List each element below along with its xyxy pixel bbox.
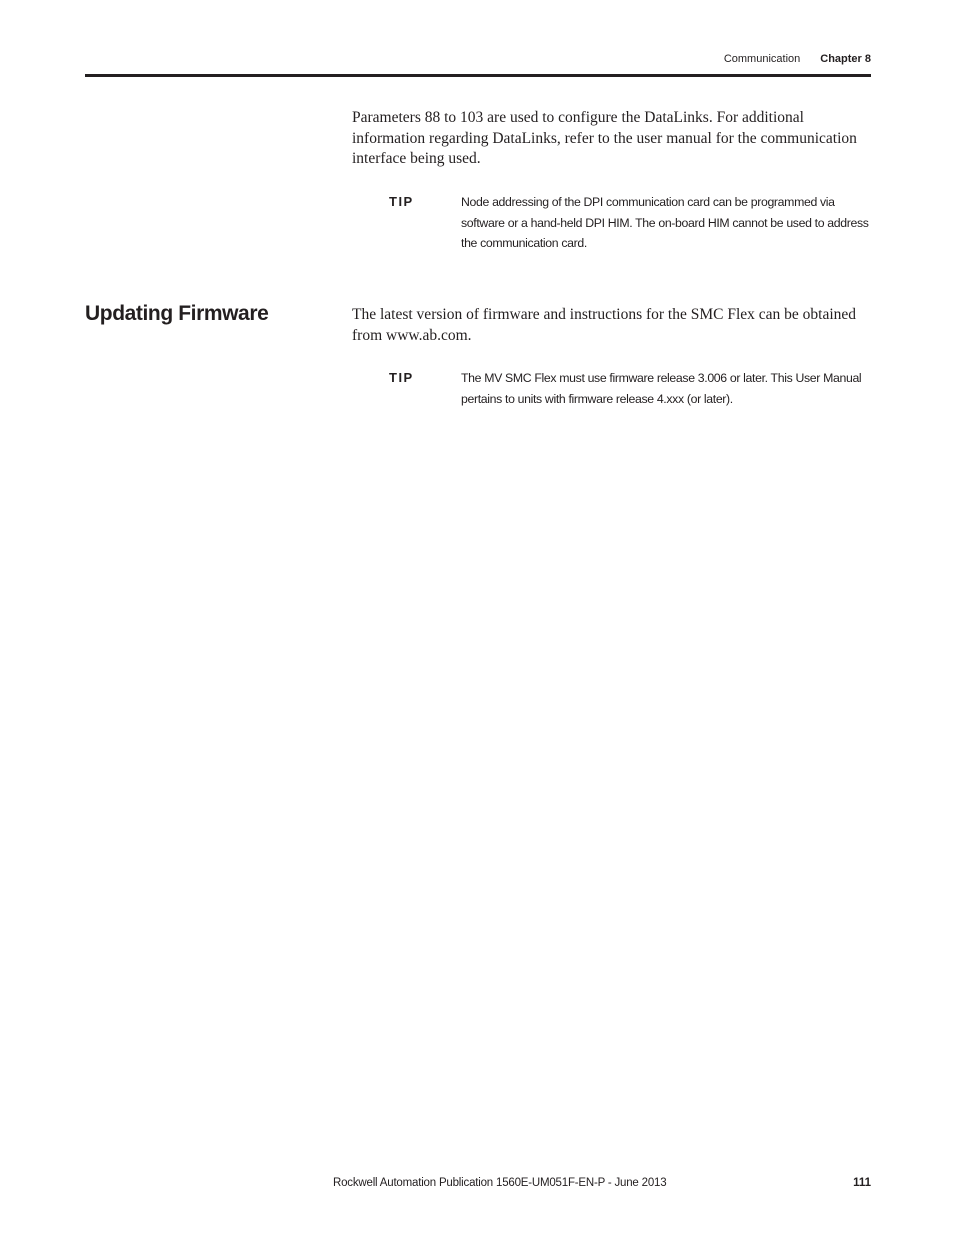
datalinks-paragraph: Parameters 88 to 103 are used to configure the DataLinks. For additional information regarding DataLinks, refer to the user manual for the communication interface being used.	[352, 109, 857, 167]
tip-label: TIP	[389, 194, 414, 209]
header-section-title: Communication	[723, 53, 801, 65]
footer-publication: Rockwell Automation Publication 1560E-UM051F-EN-P - June 2013	[333, 1177, 667, 1189]
tip-box-node-addressing	[389, 192, 874, 254]
firmware-paragraph: The latest version of firmware and instructions for the SMC Flex can be obtained from www.ab.com.	[352, 306, 857, 344]
page-number: 111	[853, 1177, 871, 1189]
tip-label: TIP	[389, 370, 414, 385]
tip-box-firmware-release	[389, 368, 874, 409]
tip-text: Node addressing of the DPI communication card can be programmed via software or a hand-held DPI HIM. The on-board HIM cannot be used to address the communication card.	[461, 195, 869, 250]
header-rule	[85, 74, 871, 77]
section-heading-updating-firmware: Updating Firmware	[85, 302, 269, 325]
tip-text: The MV SMC Flex must use firmware release 3.006 or later. This User Manual pertains to units with firmware release 4.xxx (or later).	[461, 371, 862, 406]
header-chapter-label: Chapter 8	[820, 53, 871, 65]
running-header	[724, 53, 871, 65]
